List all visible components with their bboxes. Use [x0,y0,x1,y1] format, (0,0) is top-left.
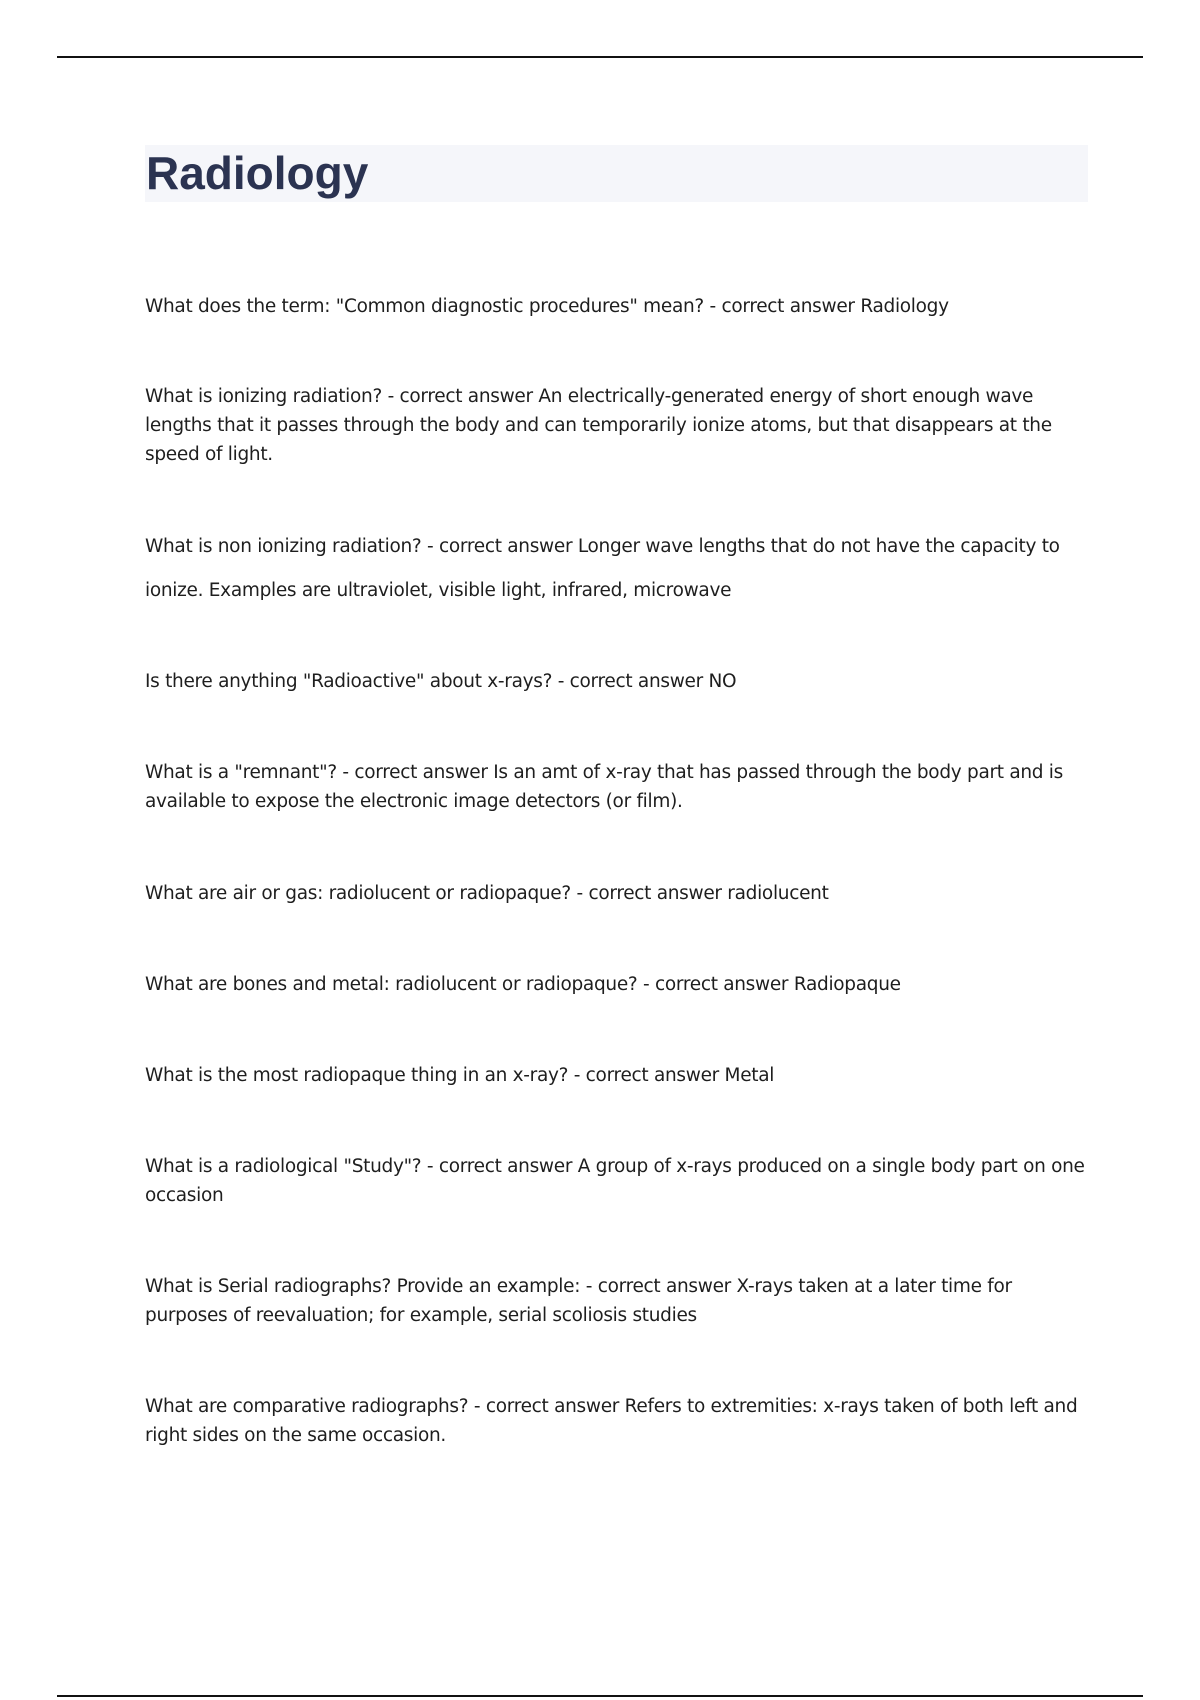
qa-item-3: What is non ionizing radiation? - correct answer Longer wave lengths that do not have the capacity to ionize. Examples are ultraviolet, visible light, infrared, microwave [145,536,1060,601]
qa-item-8: What is the most radiopaque thing in an x-ray? - correct answer Metal [145,1065,775,1086]
qa-item-5: What is a "remnant"? - correct answer Is an amt of x-ray that has passed through the body part and is available to expose the electronic image detectors (or film). [145,762,1063,812]
qa-item-1: What does the term: "Common diagnostic procedures" mean? - correct answer Radiology [145,296,949,317]
bottom-rule [57,1695,1143,1697]
qa-item-4: Is there anything "Radioactive" about x-rays? - correct answer NO [145,671,737,692]
qa-item-10: What is Serial radiographs? Provide an example: - correct answer X-rays taken at a later time for purposes of reevaluation; for example, serial scoliosis studies [145,1276,1012,1326]
qa-item-11: What are comparative radiographs? - correct answer Refers to extremities: x-rays taken of both left and right sides on the same occasion. [145,1396,1078,1446]
top-rule [57,56,1143,58]
qa-item-9: What is a radiological "Study"? - correct answer A group of x-rays produced on a single body part on one occasion [145,1156,1085,1206]
qa-item-7: What are bones and metal: radiolucent or radiopaque? - correct answer Radiopaque [145,974,901,995]
qa-item-6: What are air or gas: radiolucent or radiopaque? - correct answer radiolucent [145,883,829,904]
page-title: Radiology [146,147,369,199]
qa-item-2: What is ionizing radiation? - correct answer An electrically-generated energy of short enough wave lengths that it passes through the body and can temporarily ionize atoms, but that disappears at the speed of light. [145,386,1052,465]
